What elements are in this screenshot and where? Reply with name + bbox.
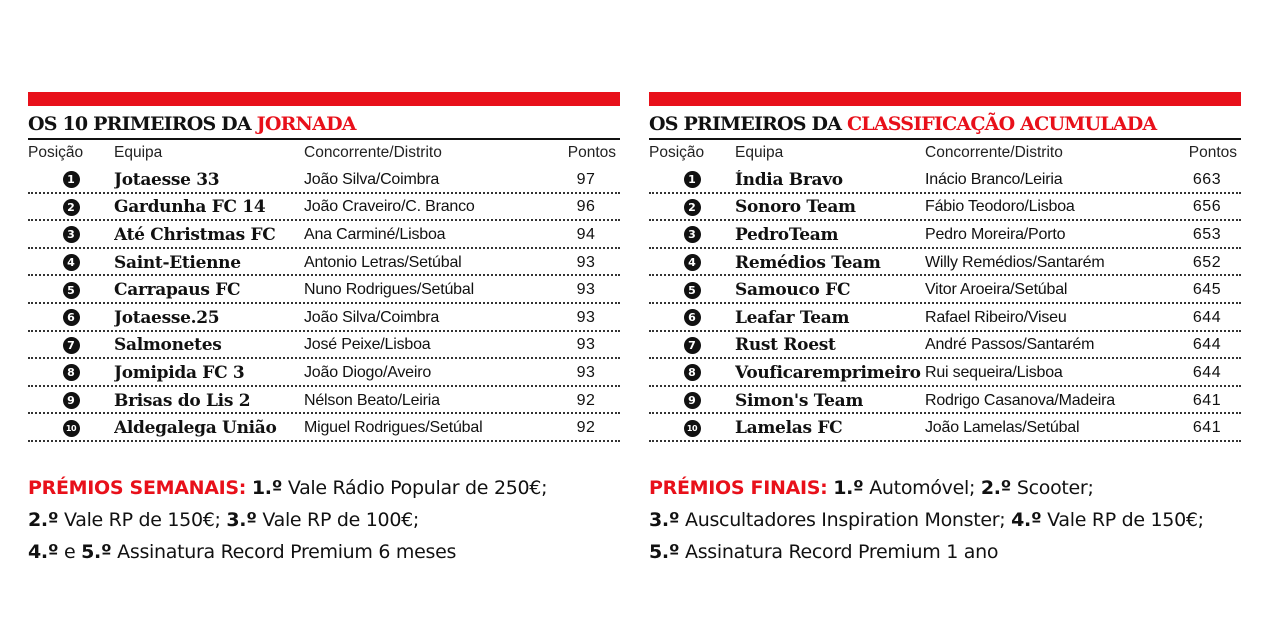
team-name: Aldegalega União xyxy=(114,418,277,439)
prize-rank: 1.º xyxy=(251,476,283,499)
position-badge: 10 xyxy=(684,420,701,437)
team-name: Jotaesse.25 xyxy=(114,307,220,328)
position-cell xyxy=(649,171,735,188)
team-name: Jomipida FC 3 xyxy=(114,362,245,383)
contestant-district: Pedro Moreira/Porto xyxy=(925,225,1066,243)
position-cell xyxy=(28,309,114,326)
points-value: 641 xyxy=(1192,419,1222,437)
position-cell xyxy=(28,392,114,409)
header-team: Equipa xyxy=(114,144,163,161)
points-value: 94 xyxy=(576,225,596,243)
red-header-bar xyxy=(28,92,620,106)
contestant-district: Nélson Beato/Leiria xyxy=(304,391,440,409)
table-row xyxy=(649,359,1241,387)
position-cell xyxy=(28,254,114,271)
team-name: Índia Bravo xyxy=(735,169,843,190)
header-team: Equipa xyxy=(735,144,784,161)
team-name: Rust Roest xyxy=(735,335,836,356)
team-name: Até Christmas FC xyxy=(114,224,276,245)
team-name: Samouco FC xyxy=(735,280,851,301)
table-row xyxy=(28,221,620,249)
position-badge: 8 xyxy=(63,364,80,381)
position-badge: 10 xyxy=(63,420,80,437)
position-badge: 9 xyxy=(684,392,701,409)
prize-line xyxy=(649,536,1241,568)
table-row xyxy=(28,249,620,277)
contestant-district: José Peixe/Lisboa xyxy=(304,336,431,354)
prize-text: Scooter; xyxy=(1011,476,1094,499)
cumulative-ranking-title xyxy=(649,110,1241,140)
team-name: Gardunha FC 14 xyxy=(114,197,266,218)
team-name: Brisas do Lis 2 xyxy=(114,390,251,411)
weekly-ranking-title xyxy=(28,110,620,140)
points-value: 93 xyxy=(576,253,596,271)
prize-text: Assinatura Record Premium 1 ano xyxy=(679,540,999,563)
table-row xyxy=(28,194,620,222)
position-badge: 6 xyxy=(684,309,701,326)
position-cell xyxy=(649,392,735,409)
points-value: 652 xyxy=(1192,253,1222,271)
prize-rank: 5.º xyxy=(81,540,112,563)
table-row xyxy=(649,249,1241,277)
position-badge: 7 xyxy=(63,337,80,354)
position-cell xyxy=(649,199,735,216)
position-cell xyxy=(28,337,114,354)
contestant-district: Antonio Letras/Setúbal xyxy=(304,253,462,271)
position-badge: 7 xyxy=(684,337,701,354)
weekly-ranking-panel xyxy=(28,92,620,568)
position-cell xyxy=(649,337,735,354)
cumulative-ranking-panel xyxy=(649,92,1241,568)
table-row xyxy=(649,332,1241,360)
prize-rank: 2.º xyxy=(980,476,1012,499)
position-badge: 9 xyxy=(63,392,80,409)
prize-line xyxy=(649,504,1241,536)
prize-line xyxy=(28,504,620,536)
prize-text: Vale RP de 150€; xyxy=(1041,508,1204,531)
table-header xyxy=(28,140,620,166)
position-cell xyxy=(28,364,114,381)
position-badge: 5 xyxy=(684,282,701,299)
position-cell xyxy=(28,420,114,437)
table-row xyxy=(28,414,620,442)
table-row xyxy=(28,359,620,387)
position-badge: 2 xyxy=(684,199,701,216)
position-badge: 4 xyxy=(684,254,701,271)
table-row xyxy=(28,166,620,194)
contestant-district: João Lamelas/Setúbal xyxy=(925,419,1080,437)
prize-text: Vale RP de 150€; xyxy=(58,508,227,531)
prize-label: PRÉMIOS SEMANAIS: xyxy=(28,476,247,499)
final-prizes xyxy=(649,472,1241,568)
contestant-district: João Craveiro/C. Branco xyxy=(304,198,475,216)
team-name: Carrapaus FC xyxy=(114,280,241,301)
points-value: 93 xyxy=(576,363,596,381)
table-row xyxy=(649,276,1241,304)
points-value: 645 xyxy=(1192,281,1222,299)
contestant-district: Fábio Teodoro/Lisboa xyxy=(925,198,1075,216)
table-row xyxy=(28,332,620,360)
title-accent: CLASSIFICAÇÃO ACUMULADA xyxy=(846,113,1157,135)
position-cell xyxy=(28,199,114,216)
table-header xyxy=(649,140,1241,166)
points-value: 97 xyxy=(576,170,596,188)
prize-line xyxy=(649,472,1241,504)
title-accent: JORNADA xyxy=(256,113,356,135)
table-row xyxy=(28,276,620,304)
contestant-district: João Diogo/Aveiro xyxy=(304,363,432,381)
points-value: 93 xyxy=(576,336,596,354)
contestant-district: André Passos/Santarém xyxy=(925,336,1095,354)
weekly-ranking-rows xyxy=(28,166,620,442)
title-plain: OS PRIMEIROS DA xyxy=(649,113,847,135)
prize-rank: 3.º xyxy=(649,508,680,531)
red-header-bar xyxy=(649,92,1241,106)
position-badge: 3 xyxy=(63,226,80,243)
table-row xyxy=(649,387,1241,415)
prize-rank: 1.º xyxy=(833,476,864,499)
points-value: 663 xyxy=(1192,170,1222,188)
table-row xyxy=(28,304,620,332)
team-name: Saint-Etienne xyxy=(114,252,241,273)
prize-rank: 4.º xyxy=(1011,508,1042,531)
position-cell xyxy=(649,364,735,381)
header-position: Posição xyxy=(649,144,705,161)
position-badge: 5 xyxy=(63,282,80,299)
points-value: 644 xyxy=(1192,308,1222,326)
contestant-district: Rodrigo Casanova/Madeira xyxy=(925,391,1115,409)
prize-rank: 4.º xyxy=(28,540,59,563)
points-value: 641 xyxy=(1192,391,1222,409)
header-contestant: Concorrente/Distrito xyxy=(304,144,442,161)
team-name: Remédios Team xyxy=(735,252,881,273)
position-cell xyxy=(28,282,114,299)
prize-text: Auscultadores Inspiration Monster; xyxy=(679,508,1012,531)
position-badge: 3 xyxy=(684,226,701,243)
team-name: PedroTeam xyxy=(735,224,839,245)
prize-text: Vale RP de 100€; xyxy=(256,508,419,531)
header-points: Pontos xyxy=(1188,144,1237,161)
prize-rank: 2.º xyxy=(28,508,59,531)
prize-line xyxy=(28,536,620,568)
contestant-district: Rui sequeira/Lisboa xyxy=(925,363,1063,381)
position-cell xyxy=(649,420,735,437)
points-value: 93 xyxy=(576,308,596,326)
position-cell xyxy=(28,171,114,188)
position-badge: 6 xyxy=(63,309,80,326)
points-value: 93 xyxy=(576,281,596,299)
weekly-prizes xyxy=(28,472,620,568)
prize-text: Automóvel; xyxy=(863,476,981,499)
position-badge: 1 xyxy=(684,171,701,188)
contestant-district: Miguel Rodrigues/Setúbal xyxy=(304,419,483,437)
contestant-district: Inácio Branco/Leiria xyxy=(925,170,1063,188)
team-name: Vouficaremprimeiro xyxy=(735,362,921,383)
prize-rank: 3.º xyxy=(226,508,257,531)
points-value: 653 xyxy=(1192,225,1222,243)
position-cell xyxy=(28,226,114,243)
prize-text: Assinatura Record Premium 6 meses xyxy=(111,540,457,563)
points-value: 656 xyxy=(1192,198,1222,216)
contestant-district: João Silva/Coimbra xyxy=(304,170,440,188)
contestant-district: Nuno Rodrigues/Setúbal xyxy=(304,281,474,299)
position-cell xyxy=(649,309,735,326)
position-cell xyxy=(649,254,735,271)
table-row xyxy=(649,221,1241,249)
points-value: 92 xyxy=(576,419,596,437)
position-badge: 4 xyxy=(63,254,80,271)
prize-label: PRÉMIOS FINAIS: xyxy=(649,476,828,499)
position-cell xyxy=(649,282,735,299)
points-value: 96 xyxy=(576,198,596,216)
position-badge: 2 xyxy=(63,199,80,216)
points-value: 644 xyxy=(1192,363,1222,381)
position-cell xyxy=(649,226,735,243)
contestant-district: Vitor Aroeira/Setúbal xyxy=(925,281,1068,299)
cumulative-ranking-rows xyxy=(649,166,1241,442)
position-badge: 1 xyxy=(63,171,80,188)
team-name: Simon's Team xyxy=(735,390,864,411)
table-row xyxy=(649,194,1241,222)
prize-text: Vale Rádio Popular de 250€; xyxy=(282,476,548,499)
team-name: Lamelas FC xyxy=(735,418,843,439)
team-name: Jotaesse 33 xyxy=(114,169,220,190)
contestant-district: João Silva/Coimbra xyxy=(304,308,440,326)
team-name: Sonoro Team xyxy=(735,197,856,218)
contestant-district: Willy Remédios/Santarém xyxy=(925,253,1105,271)
position-badge: 8 xyxy=(684,364,701,381)
prize-text: e xyxy=(58,540,82,563)
header-position: Posição xyxy=(28,144,84,161)
prize-rank: 5.º xyxy=(649,540,680,563)
header-contestant: Concorrente/Distrito xyxy=(925,144,1063,161)
title-plain: OS 10 PRIMEIROS DA xyxy=(28,113,257,135)
points-value: 644 xyxy=(1192,336,1222,354)
points-value: 92 xyxy=(576,391,596,409)
prize-line xyxy=(28,472,620,504)
table-row xyxy=(28,387,620,415)
contestant-district: Ana Carminé/Lisboa xyxy=(304,225,446,243)
contestant-district: Rafael Ribeiro/Viseu xyxy=(925,308,1067,326)
table-row xyxy=(649,414,1241,442)
team-name: Salmonetes xyxy=(114,335,222,356)
table-row xyxy=(649,304,1241,332)
header-points: Pontos xyxy=(567,144,616,161)
team-name: Leafar Team xyxy=(735,307,850,328)
table-row xyxy=(649,166,1241,194)
